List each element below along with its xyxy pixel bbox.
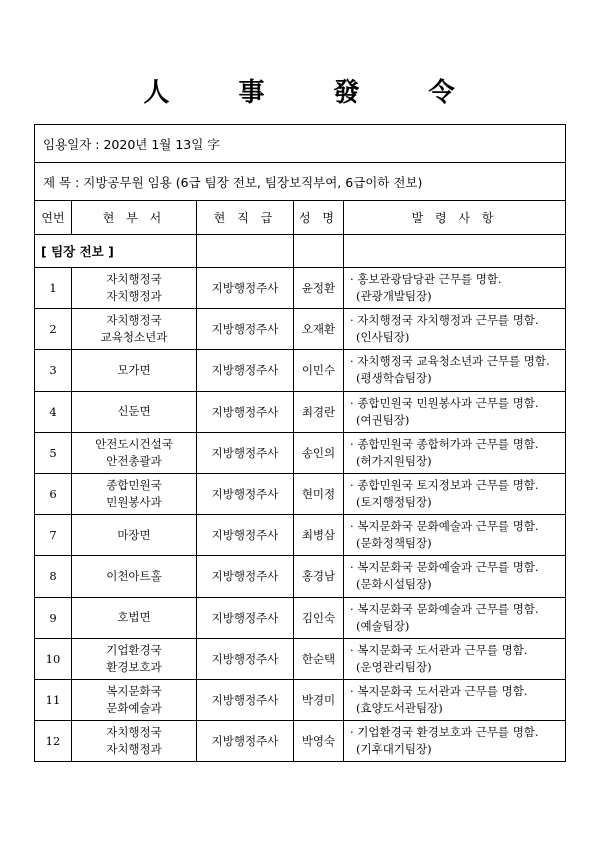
- table-row: [35, 638, 566, 679]
- employee-name: 송인의: [294, 432, 344, 473]
- order-position: (문화시설팀장): [356, 577, 432, 592]
- table-row: [35, 721, 566, 762]
- current-grade: 지방행정주사: [197, 473, 294, 514]
- order-position: (효양도서관팀장): [356, 700, 443, 715]
- row-number: 8: [35, 556, 72, 597]
- department-line: 교육청소년과: [100, 330, 168, 345]
- current-grade: 지방행정주사: [197, 515, 294, 556]
- current-department: [72, 721, 197, 762]
- column-header-row: [35, 201, 566, 235]
- department-line: 종합민원국: [106, 478, 162, 493]
- row-number: 9: [35, 597, 72, 638]
- employee-name: 최경란: [294, 391, 344, 432]
- department-line: 모가면: [117, 362, 151, 377]
- department-line: 호법면: [117, 610, 151, 625]
- section-row: [35, 235, 566, 268]
- employee-name: 한순택: [294, 638, 344, 679]
- current-department: [72, 391, 197, 432]
- current-grade: 지방행정주사: [197, 638, 294, 679]
- order-text: · 기업환경국 환경보호과 근무를 명함.: [350, 725, 539, 740]
- current-grade: 지방행정주사: [197, 597, 294, 638]
- table-row: [35, 597, 566, 638]
- appointment-rows: [35, 268, 566, 762]
- department-line: 이천아트홀: [106, 568, 162, 583]
- order-text: · 복지문화국 문화예술과 근무를 명함.: [350, 560, 539, 575]
- employee-name: 홍경남: [294, 556, 344, 597]
- current-grade: 지방행정주사: [197, 350, 294, 391]
- table-row: [35, 473, 566, 514]
- department-line: 자치행정과: [106, 742, 162, 757]
- employee-name: 윤정환: [294, 268, 344, 309]
- table-row: [35, 515, 566, 556]
- department-line: 자치행정국: [106, 725, 162, 740]
- appointment-table: [34, 124, 566, 762]
- department-line: 안전도시건설국: [95, 436, 173, 451]
- table-row: [35, 679, 566, 720]
- order-text: · 복지문화국 문화예술과 근무를 명함.: [350, 601, 539, 616]
- order-position: (문화정책팀장): [356, 536, 432, 551]
- order-text: · 복지문화국 문화예술과 근무를 명함.: [350, 519, 539, 534]
- order-position: (운영관리팀장): [356, 659, 432, 674]
- row-number: 5: [35, 432, 72, 473]
- department-line: 환경보호과: [106, 659, 162, 674]
- department-line: 복지문화국: [106, 683, 162, 698]
- order-text: · 종합민원국 민원봉사과 근무를 명함.: [350, 395, 539, 410]
- department-line: 신둔면: [117, 404, 151, 419]
- row-number: 12: [35, 721, 72, 762]
- current-grade: 지방행정주사: [197, 721, 294, 762]
- table-row: [35, 350, 566, 391]
- appointment-order: [344, 473, 566, 514]
- employee-name: 이민수: [294, 350, 344, 391]
- appointment-order: [344, 309, 566, 350]
- order-text: · 종합민원국 종합허가과 근무를 명함.: [350, 436, 539, 451]
- col-header-name: 성 명: [294, 201, 344, 235]
- title-char-3: 發: [333, 78, 362, 108]
- row-number: 3: [35, 350, 72, 391]
- current-department: [72, 638, 197, 679]
- employee-name: 최병삼: [294, 515, 344, 556]
- employee-name: 오재환: [294, 309, 344, 350]
- order-position: (허가지원팀장): [356, 453, 432, 468]
- order-position: (여권팀장): [356, 412, 410, 427]
- title-char-4: 令: [428, 78, 457, 108]
- col-header-grade: 현 직 급: [197, 201, 294, 235]
- current-department: [72, 309, 197, 350]
- order-text: · 자치행정국 교육청소년과 근무를 명함.: [350, 354, 550, 369]
- row-number: 2: [35, 309, 72, 350]
- current-department: [72, 350, 197, 391]
- table-row: [35, 309, 566, 350]
- row-number: 6: [35, 473, 72, 514]
- row-number: 10: [35, 638, 72, 679]
- order-text: · 복지문화국 도서관과 근무를 명함.: [350, 642, 528, 657]
- current-grade: 지방행정주사: [197, 391, 294, 432]
- appointment-order: [344, 268, 566, 309]
- department-line: 마장면: [117, 527, 151, 542]
- current-department: [72, 268, 197, 309]
- current-grade: 지방행정주사: [197, 679, 294, 720]
- department-line: 자치행정과: [106, 289, 162, 304]
- current-grade: 지방행정주사: [197, 432, 294, 473]
- col-header-order: 발 령 사 항: [344, 201, 566, 235]
- employee-name: 박경미: [294, 679, 344, 720]
- table-row: [35, 268, 566, 309]
- current-department: [72, 515, 197, 556]
- table-row: [35, 556, 566, 597]
- order-text: · 복지문화국 도서관과 근무를 명함.: [350, 683, 528, 698]
- employee-name: 박영숙: [294, 721, 344, 762]
- order-text: · 자치행정국 자치행정과 근무를 명함.: [350, 313, 539, 328]
- current-grade: 지방행정주사: [197, 309, 294, 350]
- order-position: (기후대기팀장): [356, 742, 432, 757]
- row-number: 4: [35, 391, 72, 432]
- department-line: 안전총괄과: [106, 453, 162, 468]
- title-char-1: 人: [143, 78, 172, 108]
- department-line: 기업환경국: [106, 642, 162, 657]
- current-grade: 지방행정주사: [197, 556, 294, 597]
- department-line: 자치행정국: [106, 313, 162, 328]
- employee-name: 현미정: [294, 473, 344, 514]
- appointment-order: [344, 679, 566, 720]
- order-position: (토지행정팀장): [356, 495, 432, 510]
- current-grade: 지방행정주사: [197, 268, 294, 309]
- department-line: 자치행정국: [106, 272, 162, 287]
- appointment-order: [344, 391, 566, 432]
- order-text: · 종합민원국 토지정보과 근무를 명함.: [350, 478, 539, 493]
- current-department: [72, 679, 197, 720]
- current-department: [72, 473, 197, 514]
- current-department: [72, 432, 197, 473]
- order-position: (예술팀장): [356, 618, 410, 633]
- subject-line: 제 목 : 지방공무원 임용 (6급 팀장 전보, 팀장보직부여, 6급이하 전보): [35, 163, 566, 201]
- row-number: 11: [35, 679, 72, 720]
- table-row: [35, 391, 566, 432]
- department-line: 문화예술과: [106, 700, 162, 715]
- row-number: 1: [35, 268, 72, 309]
- document-title: [0, 72, 600, 109]
- col-header-dept: 현 부 서: [72, 201, 197, 235]
- col-header-no: 연번: [35, 201, 72, 235]
- section-label: [ 팀장 전보 ]: [35, 235, 197, 268]
- employee-name: 김인숙: [294, 597, 344, 638]
- current-department: [72, 556, 197, 597]
- order-position: (관광개발팀장): [356, 289, 432, 304]
- appointment-order: [344, 638, 566, 679]
- title-char-2: 事: [238, 78, 267, 108]
- appointment-order: [344, 721, 566, 762]
- row-number: 7: [35, 515, 72, 556]
- order-text: · 홍보관광담당관 근무를 명함.: [350, 272, 502, 287]
- appointment-order: [344, 597, 566, 638]
- order-position: (인사팀장): [356, 330, 410, 345]
- appointment-order: [344, 350, 566, 391]
- appointment-order: [344, 432, 566, 473]
- order-position: (평생학습팀장): [356, 371, 432, 386]
- appointment-order: [344, 515, 566, 556]
- table-row: [35, 432, 566, 473]
- current-department: [72, 597, 197, 638]
- appointment-order: [344, 556, 566, 597]
- department-line: 민원봉사과: [106, 495, 162, 510]
- appointment-date: 임용일자 : 2020년 1월 13일 字: [35, 125, 566, 163]
